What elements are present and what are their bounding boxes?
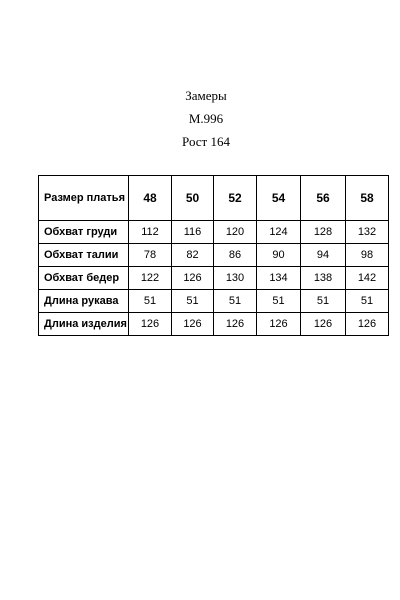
row-label: Длина изделия: [39, 313, 129, 336]
table-cell: 142: [346, 267, 389, 290]
table-cell: 130: [214, 267, 257, 290]
table-cell: 126: [172, 267, 214, 290]
table-row: [39, 290, 389, 313]
table-cell: 122: [129, 267, 172, 290]
table-cell: 120: [214, 221, 257, 244]
size-header-cell: 58: [346, 176, 389, 221]
size-header-cell: 56: [301, 176, 346, 221]
table-cell: 82: [172, 244, 214, 267]
table-cell: 51: [214, 290, 257, 313]
row-label: Длина рукава: [39, 290, 129, 313]
table-cell: 86: [214, 244, 257, 267]
measurements-title: Замеры: [185, 88, 227, 103]
table-cell: 51: [301, 290, 346, 313]
size-chart-table: [38, 175, 389, 336]
table-cell: 116: [172, 221, 214, 244]
size-header-cell: 52: [214, 176, 257, 221]
table-row: [39, 221, 389, 244]
table-cell: 124: [257, 221, 301, 244]
table-cell: 126: [214, 313, 257, 336]
table-cell: 51: [346, 290, 389, 313]
row-label: Обхват бедер: [39, 267, 129, 290]
size-header-cell: 50: [172, 176, 214, 221]
table-cell: 112: [129, 221, 172, 244]
table-cell: 126: [346, 313, 389, 336]
height-label: Рост 164: [182, 134, 230, 149]
table-cell: 126: [301, 313, 346, 336]
table-cell: 51: [172, 290, 214, 313]
table-cell: 138: [301, 267, 346, 290]
model-number: М.996: [188, 111, 224, 126]
row-label: Обхват груди: [39, 221, 129, 244]
table-cell: 90: [257, 244, 301, 267]
table-row: [39, 313, 389, 336]
table-cell: 132: [346, 221, 389, 244]
table-row: [39, 267, 389, 290]
table-header-row: [39, 176, 389, 221]
row-label: Обхват талии: [39, 244, 129, 267]
table-row: [39, 244, 389, 267]
table-cell: 128: [301, 221, 346, 244]
table-cell: 126: [129, 313, 172, 336]
table-cell: 78: [129, 244, 172, 267]
table-cell: 98: [346, 244, 389, 267]
table-cell: 51: [129, 290, 172, 313]
table-cell: 126: [257, 313, 301, 336]
size-header-label: Размер платья: [39, 176, 129, 221]
size-header-cell: 48: [129, 176, 172, 221]
table-cell: 51: [257, 290, 301, 313]
table-cell: 94: [301, 244, 346, 267]
table-cell: 134: [257, 267, 301, 290]
size-header-cell: 54: [257, 176, 301, 221]
table-cell: 126: [172, 313, 214, 336]
